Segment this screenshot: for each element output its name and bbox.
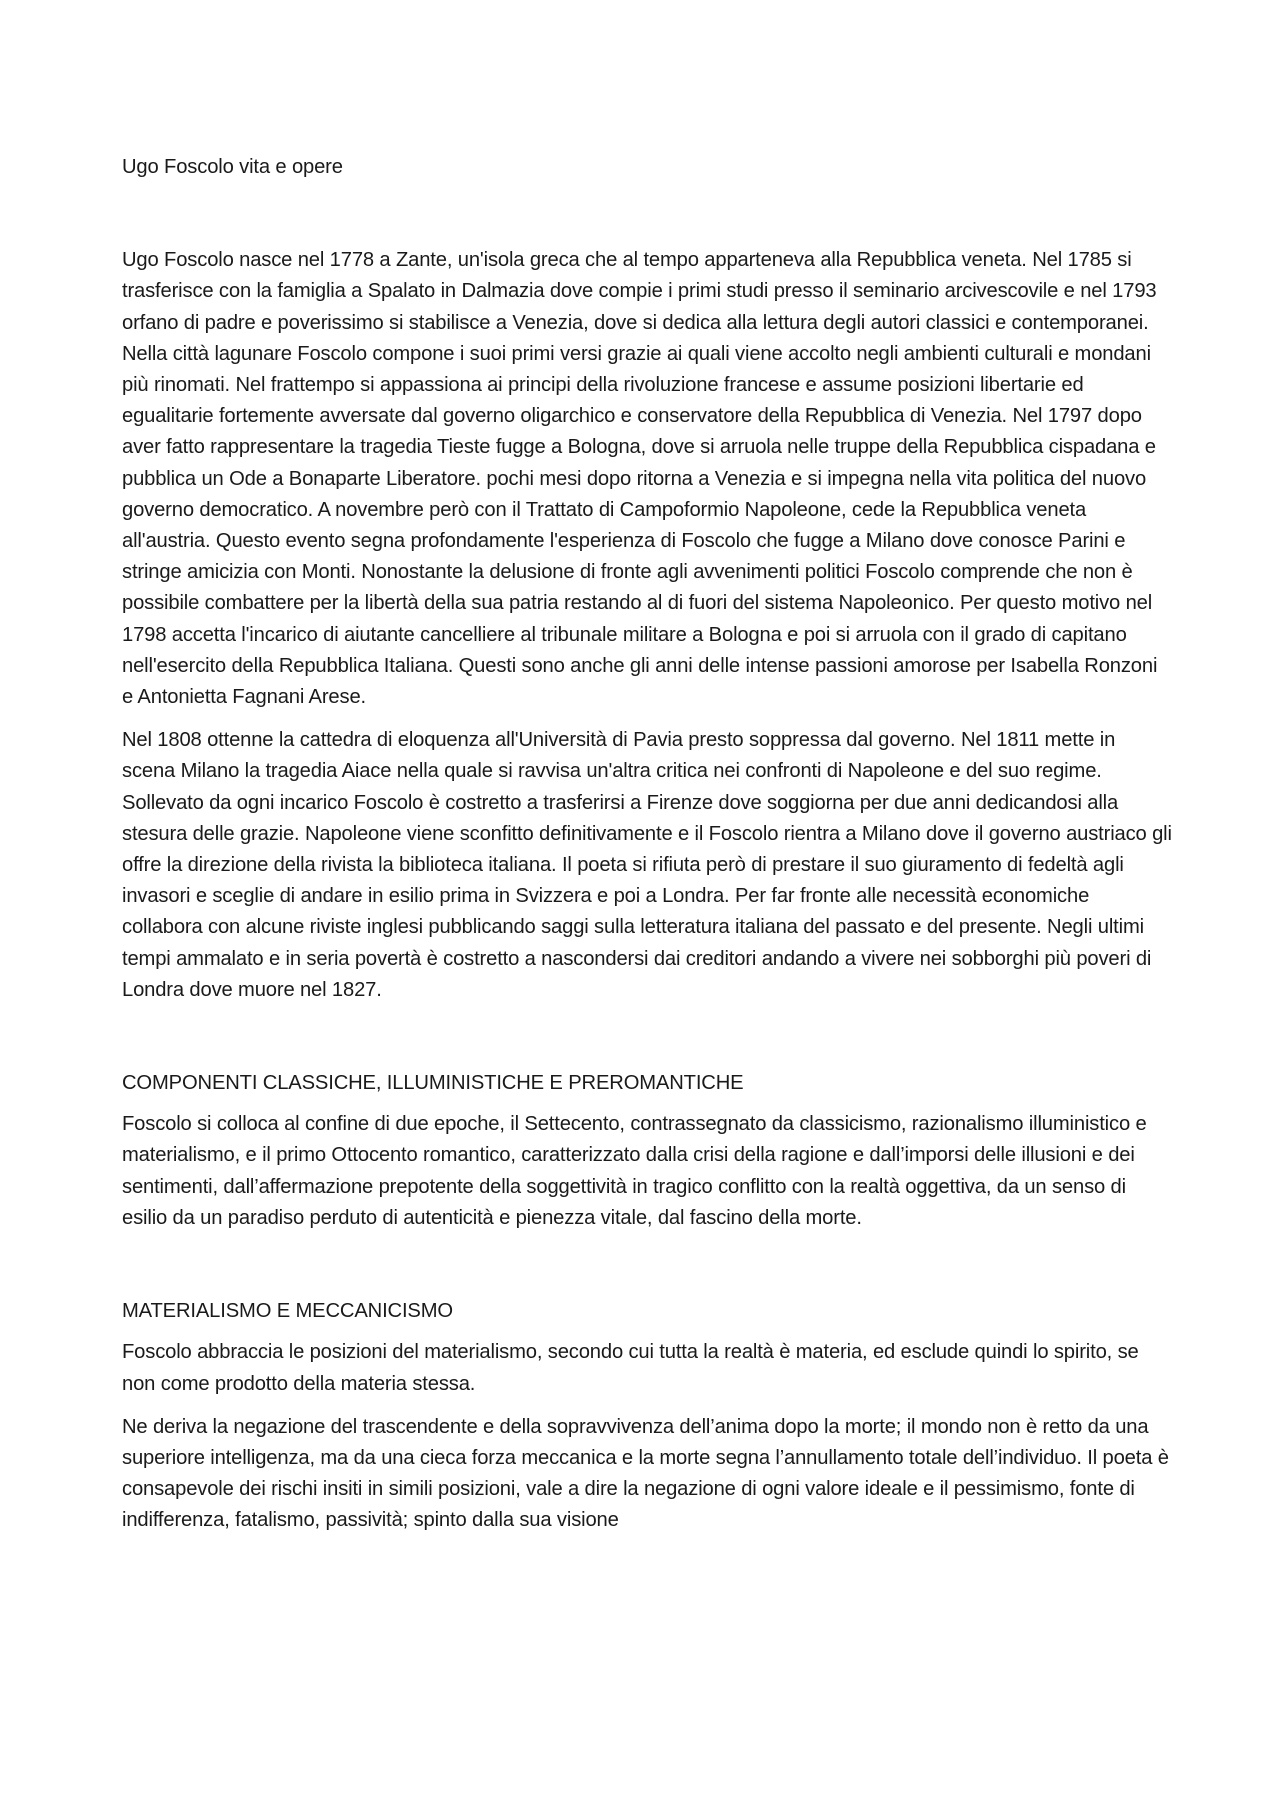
section-paragraph-materialismo-1: Foscolo abbraccia le posizioni del materialismo, secondo cui tutta la realtà è materia, ed esclude quindi lo spirito, se non come prodotto della materia stessa. xyxy=(122,1341,1139,1395)
intro-paragraph-1: Ugo Foscolo nasce nel 1778 a Zante, un'isola greca che al tempo apparteneva alla Repubblica veneta. Nel 1785 si trasferisce con la famiglia a Spalato in Dalmazia dove compie i primi studi presso il seminario arcivescovile e nel 1793 orfano di padre e poverissimo si stabilisce a Venezia, dove si dedica alla lettura degli autori classici e contemporanei. Nella città lagunare Foscolo compone i suoi primi versi grazie ai quali viene accolto negli ambienti culturali e mondani più rinomati. Nel frattempo si appassiona ai principi della rivoluzione francese e assume posizioni libertarie ed egualitarie fortemente avversate dal governo oligarchico e conservatore della Repubblica di Venezia. Nel 1797 dopo aver fatto rappresentare la tragedia Tieste fugge a Bologna, dove si arruola nelle truppe della Repubblica cispadana e pubblica un Ode a Bonaparte Liberatore. pochi mesi dopo ritorna a Venezia e si impegna nella vita politica del nuovo governo democratico. A novembre però con il Trattato di Campoformio Napoleone, cede la Repubblica veneta all'austria. Questo evento segna profondamente l'esperienza di Foscolo che fugge a Milano dove conosce Parini e stringe amicizia con Monti. Nonostante la delusione di fronte agli avvenimenti politici Foscolo comprende che non è possibile combattere per la libertà della sua patria restando al di fuori del sistema Napoleonico. Per questo motivo nel 1798 accetta l'incarico di aiutante cancelliere al tribunale militare a Bologna e poi si arruola con il grado di capitano nell'esercito della Repubblica Italiana. Questi sono anche gli anni delle intense passioni amorose per Isabella Ronzoni e Antonietta Fagnani Arese. xyxy=(122,249,1158,709)
section-paragraph-componenti-1: Foscolo si colloca al confine di due epoche, il Settecento, contrassegnato da classicismo, razionalismo illuministico e materialismo, e il primo Ottocento romantico, caratterizzato dalla crisi della ragione e dall’imporsi delle illusioni e dei sentimenti, dall’affermazione prepotente della soggettività in tragico conflitto con la realtà oggettiva, da un senso di esilio da un paradiso perduto di autenticità e pienezza vitale, dal fascino della morte. xyxy=(122,1113,1147,1229)
section-heading-componenti: COMPONENTI CLASSICHE, ILLUMINISTICHE E PREROMANTICHE xyxy=(122,1072,744,1095)
section-heading-materialismo: MATERIALISMO E MECCANICISMO xyxy=(122,1300,453,1323)
intro-paragraph-2: Nel 1808 ottenne la cattedra di eloquenza all'Università di Pavia presto soppressa dal governo. Nel 1811 mette in scena Milano la tragedia Aiace nella quale si ravvisa un'altra critica nei confronti di Napoleone e del suo regime. Sollevato da ogni incarico Foscolo è costretto a trasferirsi a Firenze dove soggiorna per due anni dedicandosi alla stesura delle grazie. Napoleone viene sconfitto definitivamente e il Foscolo rientra a Milano dove il governo austriaco gli offre la direzione della rivista la biblioteca italiana. Il poeta si rifiuta però di prestare il suo giuramento di fedeltà agli invasori e sceglie di andare in esilio prima in Svizzera e poi a Londra. Per far fronte alle necessità economiche collabora con alcune riviste inglesi pubblicando saggi sulla letteratura italiana del passato e del presente. Negli ultimi tempi ammalato e in seria povertà è costretto a nascondersi dai creditori andando a vivere nei sobborghi più poveri di Londra dove muore nel 1827. xyxy=(122,729,1172,1001)
document-page xyxy=(122,152,1172,1549)
document-title: Ugo Foscolo vita e opere xyxy=(122,156,343,178)
section-paragraph-materialismo-2: Ne deriva la negazione del trascendente e della sopravvivenza dell’anima dopo la morte; il mondo non è retto da una superiore intelligenza, ma da una cieca forza meccanica e la morte segna l’annullamento totale dell’individuo. Il poeta è consapevole dei rischi insiti in simili posizioni, vale a dire la negazione di ogni valore ideale e il pessimismo, fonte di indifferenza, fatalismo, passività; spinto dalla sua visione xyxy=(122,1415,1169,1532)
